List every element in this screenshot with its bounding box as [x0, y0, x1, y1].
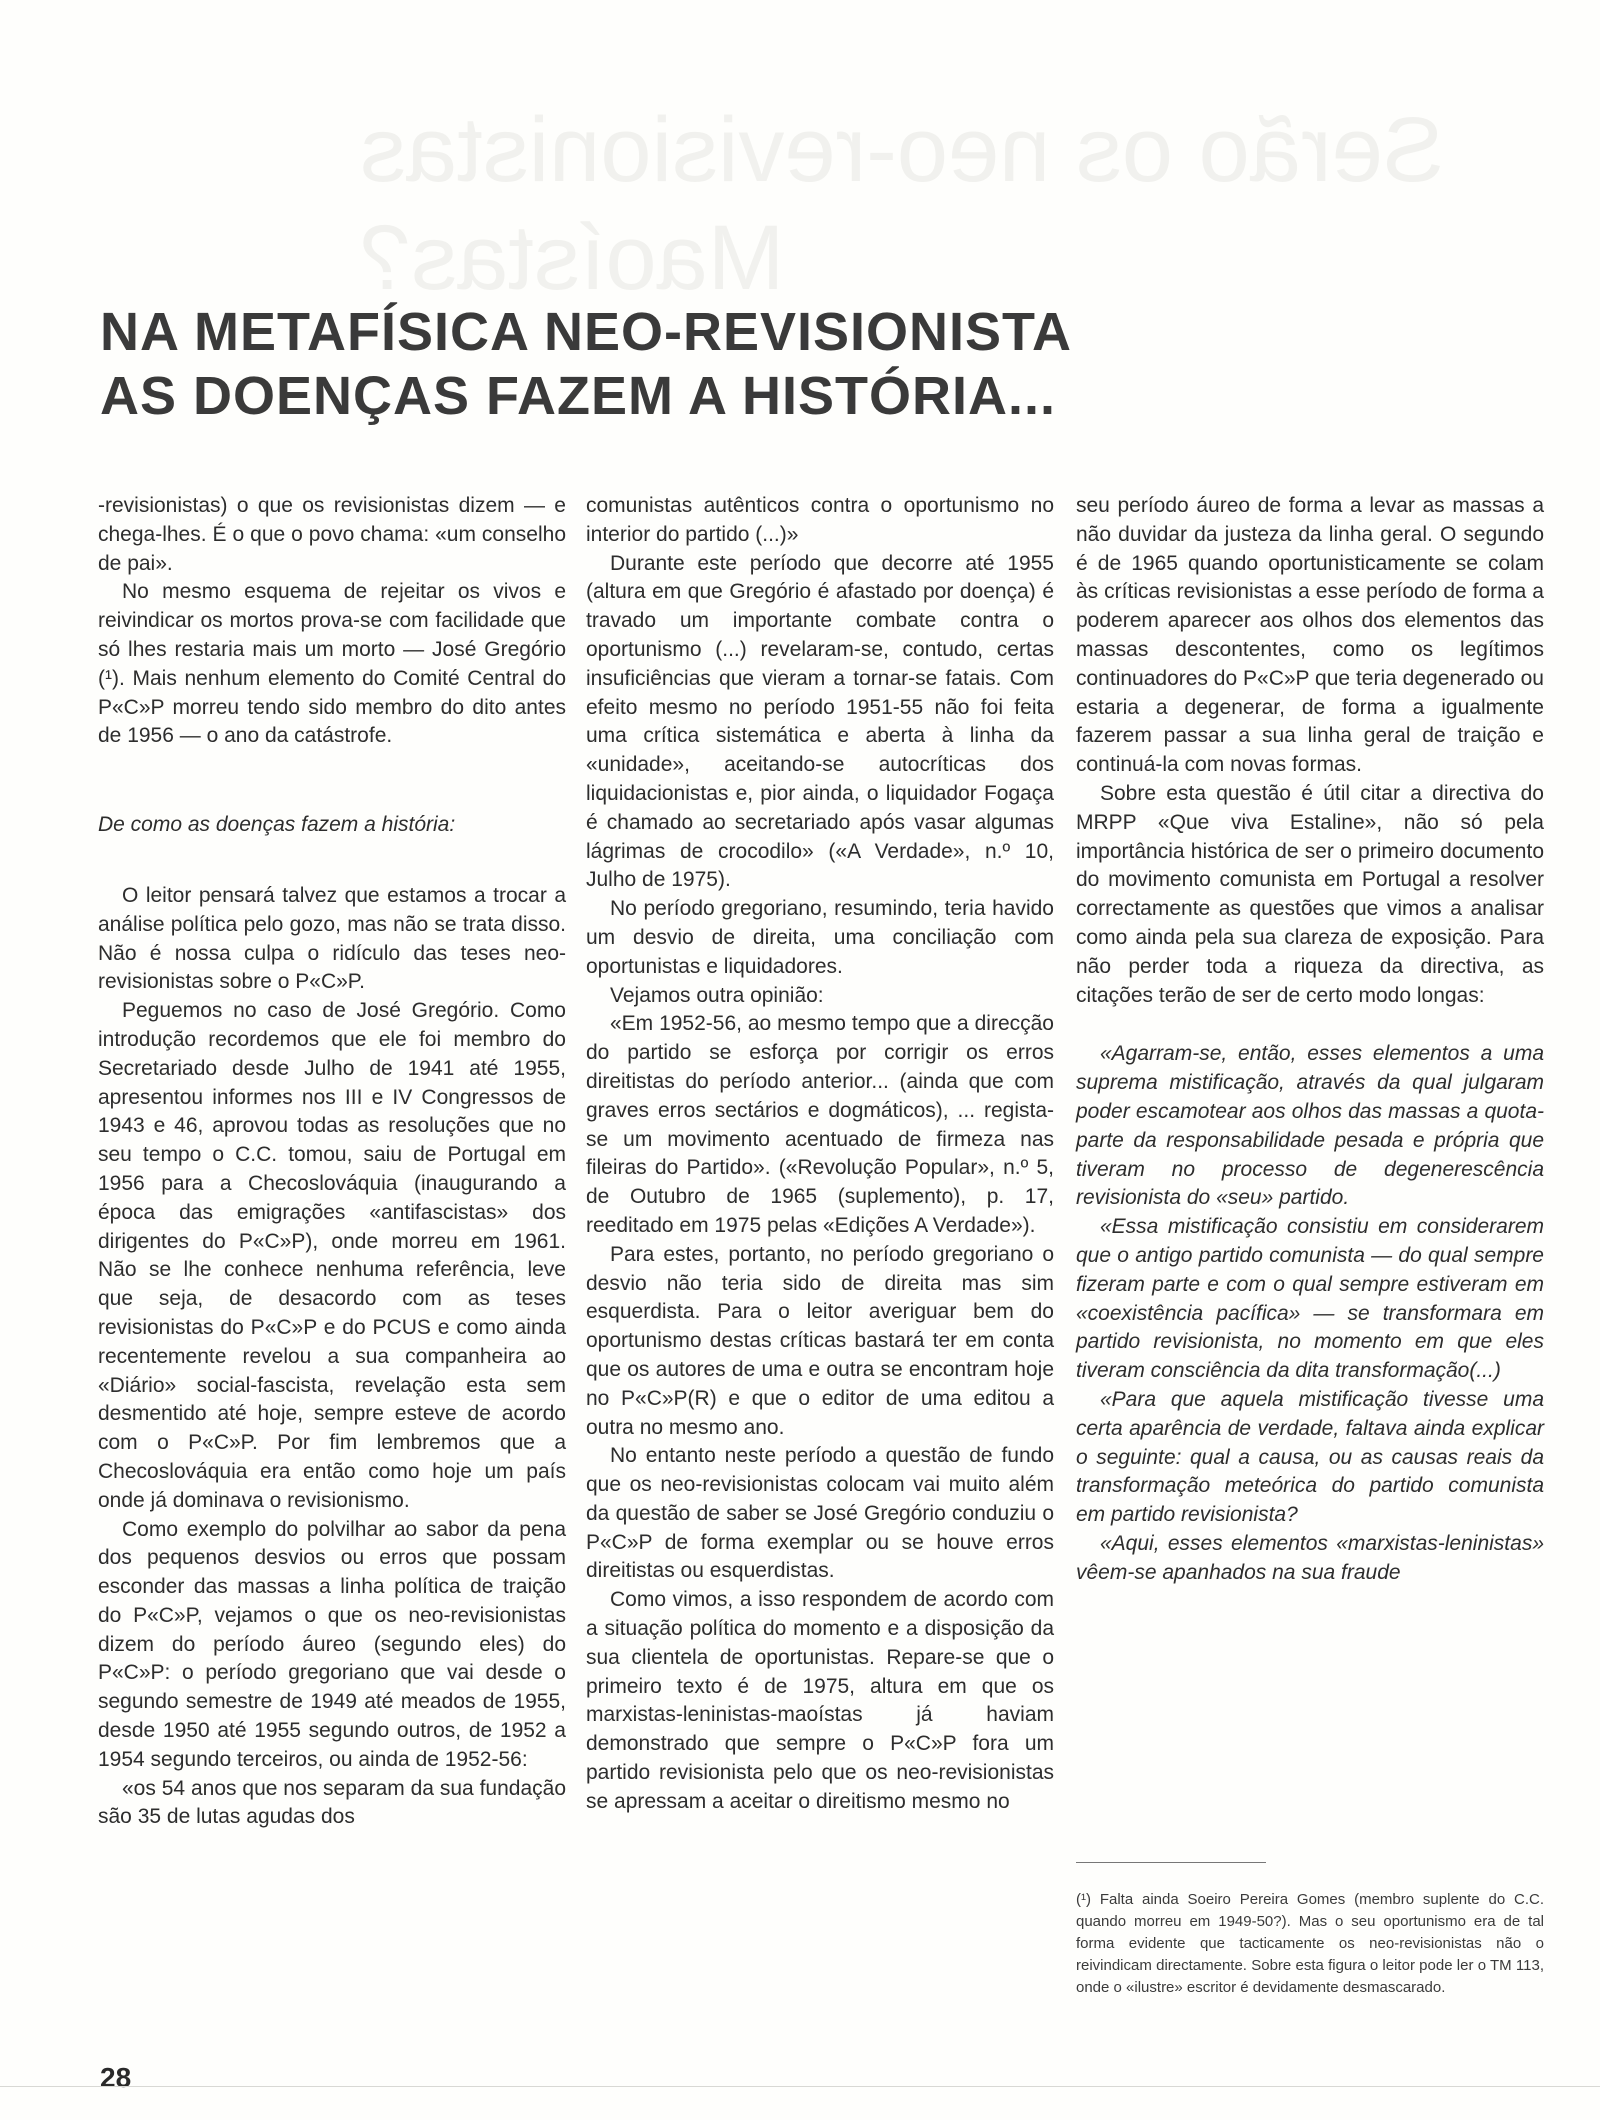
- paragraph: No mesmo esquema de rejeitar os vivos e reivindicar os mortos prova-se com facilidade que só lhes restaria mais um morto — José Gregório (¹). Mais nenhum elemento do Comité Central do P«C»P morreu tendo sido membro do dito antes de 1956 — o ano da catástrofe.: [98, 580, 566, 748]
- show-through-title: [360, 96, 1590, 312]
- bottom-rule: [0, 2086, 1600, 2087]
- paragraph: Como vimos, a isso respondem de acordo com a situação política do momento e a disposição da sua clientela de oportunistas. Repare-se que o primeiro texto é de 1975, altura em que os marxistas-leninistas-maoístas já haviam demonstrado que sempre o P«C»P fora um partido revisionista pelo que os neo-revisionistas se apressam a aceitar o direitismo mesmo no: [586, 1588, 1054, 1813]
- text-column-1: [98, 492, 566, 1832]
- paragraph: Durante este período que decorre até 1955 (altura em que Gregório é afastado por doença) é travado um importante combate contra o oportunismo (...) revelaram-se, contudo, certas insuficiências que vieram a tornar-se fatais. Com efeito mesmo no período 1951-55 não foi feita uma crítica sistemática e aberta à linha da «unidade», aceitando-se autocríticas dos liquidacionistas e, pior ainda, o liquidador Fogaça é chamado ao secretariado após vasar algumas lágrimas de crocodilo» («A Verdade», n.º 10, Julho de 1975).: [586, 551, 1054, 892]
- quote-paragraph: «Aqui, esses elementos «marxistas-leninistas» vêem-se apanhados na sua fraude: [1076, 1531, 1544, 1584]
- headline-line-2: AS DOENÇAS FAZEM A HISTÓRIA...: [100, 366, 1057, 426]
- paragraph: Como exemplo do polvilhar ao sabor da pena dos pequenos desvios ou erros que possam esconder das massas a linha política de traição do P«C»P, vejamos o que os neo-revisionistas dizem do período áureo (segundo eles) do P«C»P: o período gregoriano que vai desde o segundo semestre de 1949 até meados de 1955, desde 1950 até 1955 segundo outros, de 1952 a 1954 segundo terceiros, ou ainda de 1952-56:: [98, 1517, 566, 1771]
- paragraph: Sobre esta questão é útil citar a directiva do MRPP «Que viva Estaline», não só pela importância histórica de ser o primeiro documento do movimento comunista em Portugal a resolver correctamente as questões que vimos a analisar como ainda pela sua clareza de exposição. Para não perder toda a riqueza da directiva, as citações terão de ser de certo modo longas:: [1076, 781, 1544, 1007]
- quote-paragraph: «Para que aquela mistificação tivesse uma certa aparência de verdade, faltava ainda explicar o seguinte: qual a causa, ou as causas reais da transformação meteórica do partido comunista em partido revisionista?: [1076, 1387, 1544, 1527]
- paragraph: «Em 1952-56, ao mesmo tempo que a direcção do partido se esforça por corrigir os erros direitistas do período anterior... (ainda que com graves erros sectários e dogmáticos), ... regista-se um movimento acentuado de firmeza nas fileiras do Partido». («Revolução Popular», n.º 5, de Outubro de 1965 (suplemento), p. 17, reeditado em 1975 pelas «Edições A Verdade»).: [586, 1012, 1054, 1237]
- paragraph: seu período áureo de forma a levar as massas a não duvidar da justeza da linha geral. O segundo é de 1965 quando oportunisticamente se colam às críticas revisionistas a esse período de forma a poderem aparecer aos olhos dos elementos das massas descontentes, como os legítimos continuadores do P«C»P que teria degenerado ou estaria a degenerar, de forma a igualmente fazerem passar a sua linha geral de traição e continuá-la com novas formas.: [1076, 494, 1544, 777]
- paragraph: No entanto neste período a questão de fundo que os neo-revisionistas colocam vai muito além da questão de saber se José Gregório conduziu o P«C»P de forma exemplar ou se houve erros direitistas ou esquerdistas.: [586, 1444, 1054, 1583]
- paragraph: Peguemos no caso de José Gregório. Como introdução recordemos que ele foi membro do Secretariado desde Julho de 1941 até 1955, apresentou informes nos III e IV Congressos de 1943 e 46, aprovou todas as resoluções que no seu tempo o C.C. tomou, saiu de Portugal em 1956 para a Checoslováquia (inaugurando a época das emigrações «antifascistas» dos dirigentes do P«C»P), onde morreu em 1961. Não se lhe conhece nenhuma referência, leve que seja, de desacordo com as teses revisionistas do P«C»P e do PCUS e como ainda recentemente revelou a sua companheira ao «Diário» social-fascista, revelação esta sem desmentido até hoje, sempre esteve de acordo com o P«C»P. Por fim lembremos que a Checoslováquia era então como hoje um país onde já dominava o revisionismo.: [98, 999, 566, 1512]
- quote-paragraph: «Agarram-se, então, esses elementos a uma suprema mistificação, através da qual julgaram poder escamotear aos olhos das massas a quota-parte da responsabilidade pesada e própria que tiveram no processo de degenerescência revisionista do «seu» partido.: [1076, 1042, 1544, 1210]
- show-through-line-1: Serão os neo-revisionistas: [360, 99, 1445, 201]
- paragraph: comunistas autênticos contra o oportunismo no interior do partido (...)»: [586, 494, 1054, 546]
- paragraph: «os 54 anos que nos separam da sua fundação são 35 de lutas agudas dos: [98, 1776, 566, 1829]
- footnote: (¹) Falta ainda Soeiro Pereira Gomes (membro suplente do C.C. quando morreu em 1949-50?). Mas o seu oportunismo era de tal forma evidente que tacticamente os neo-revisionistas não o reivindicam directamente. Sobre esta figura o leitor pode ler o TM 113, onde o «ilustre» escritor é devidamente desmascarado.: [1076, 1892, 1544, 1999]
- paragraph: Vejamos outra opinião:: [610, 983, 824, 1007]
- quote-paragraph: «Essa mistificação consistiu em considerarem que o antigo partido comunista — do qual sempre fizeram parte e com o qual sempre estiveram em «coexistência pacífica» — se transformara em partido revisionista, no momento em que eles tiveram consciência da dita transformação(...): [1076, 1215, 1544, 1383]
- directive-quotation: [1076, 1040, 1544, 1587]
- paragraph: -revisionistas) o que os revisionistas dizem — e chega-lhes. É o que o povo chama: «um conselho de pai».: [98, 494, 566, 575]
- section-subheading: De como as doenças fazem a história:: [98, 813, 456, 837]
- paragraph: O leitor pensará talvez que estamos a trocar a análise política pelo gozo, mas não se trata disso. Não é nossa culpa o ridículo das teses neo-revisionistas sobre o P«C»P.: [98, 883, 566, 994]
- page-number: 28: [100, 2062, 132, 2093]
- paragraph: No período gregoriano, resumindo, teria havido um desvio de direita, uma conciliação com oportunistas e liquidadores.: [586, 897, 1054, 978]
- text-column-2: [586, 492, 1054, 1817]
- paragraph: Para estes, portanto, no período gregoriano o desvio não teria sido de direita mas sim esquerdista. Para o leitor averiguar bem do oportunismo destas críticas bastará ter em conta que os autores de uma e outra se encontram hoje no P«C»P(R) e que o editor de uma editou a outra no mesmo ano.: [586, 1242, 1054, 1439]
- article-headline: [100, 300, 1300, 428]
- show-through-line-2: Maoístas?: [360, 207, 785, 309]
- headline-line-1: NA METAFÍSICA NEO-REVISIONISTA: [100, 302, 1073, 362]
- text-column-3: [1076, 492, 1544, 1587]
